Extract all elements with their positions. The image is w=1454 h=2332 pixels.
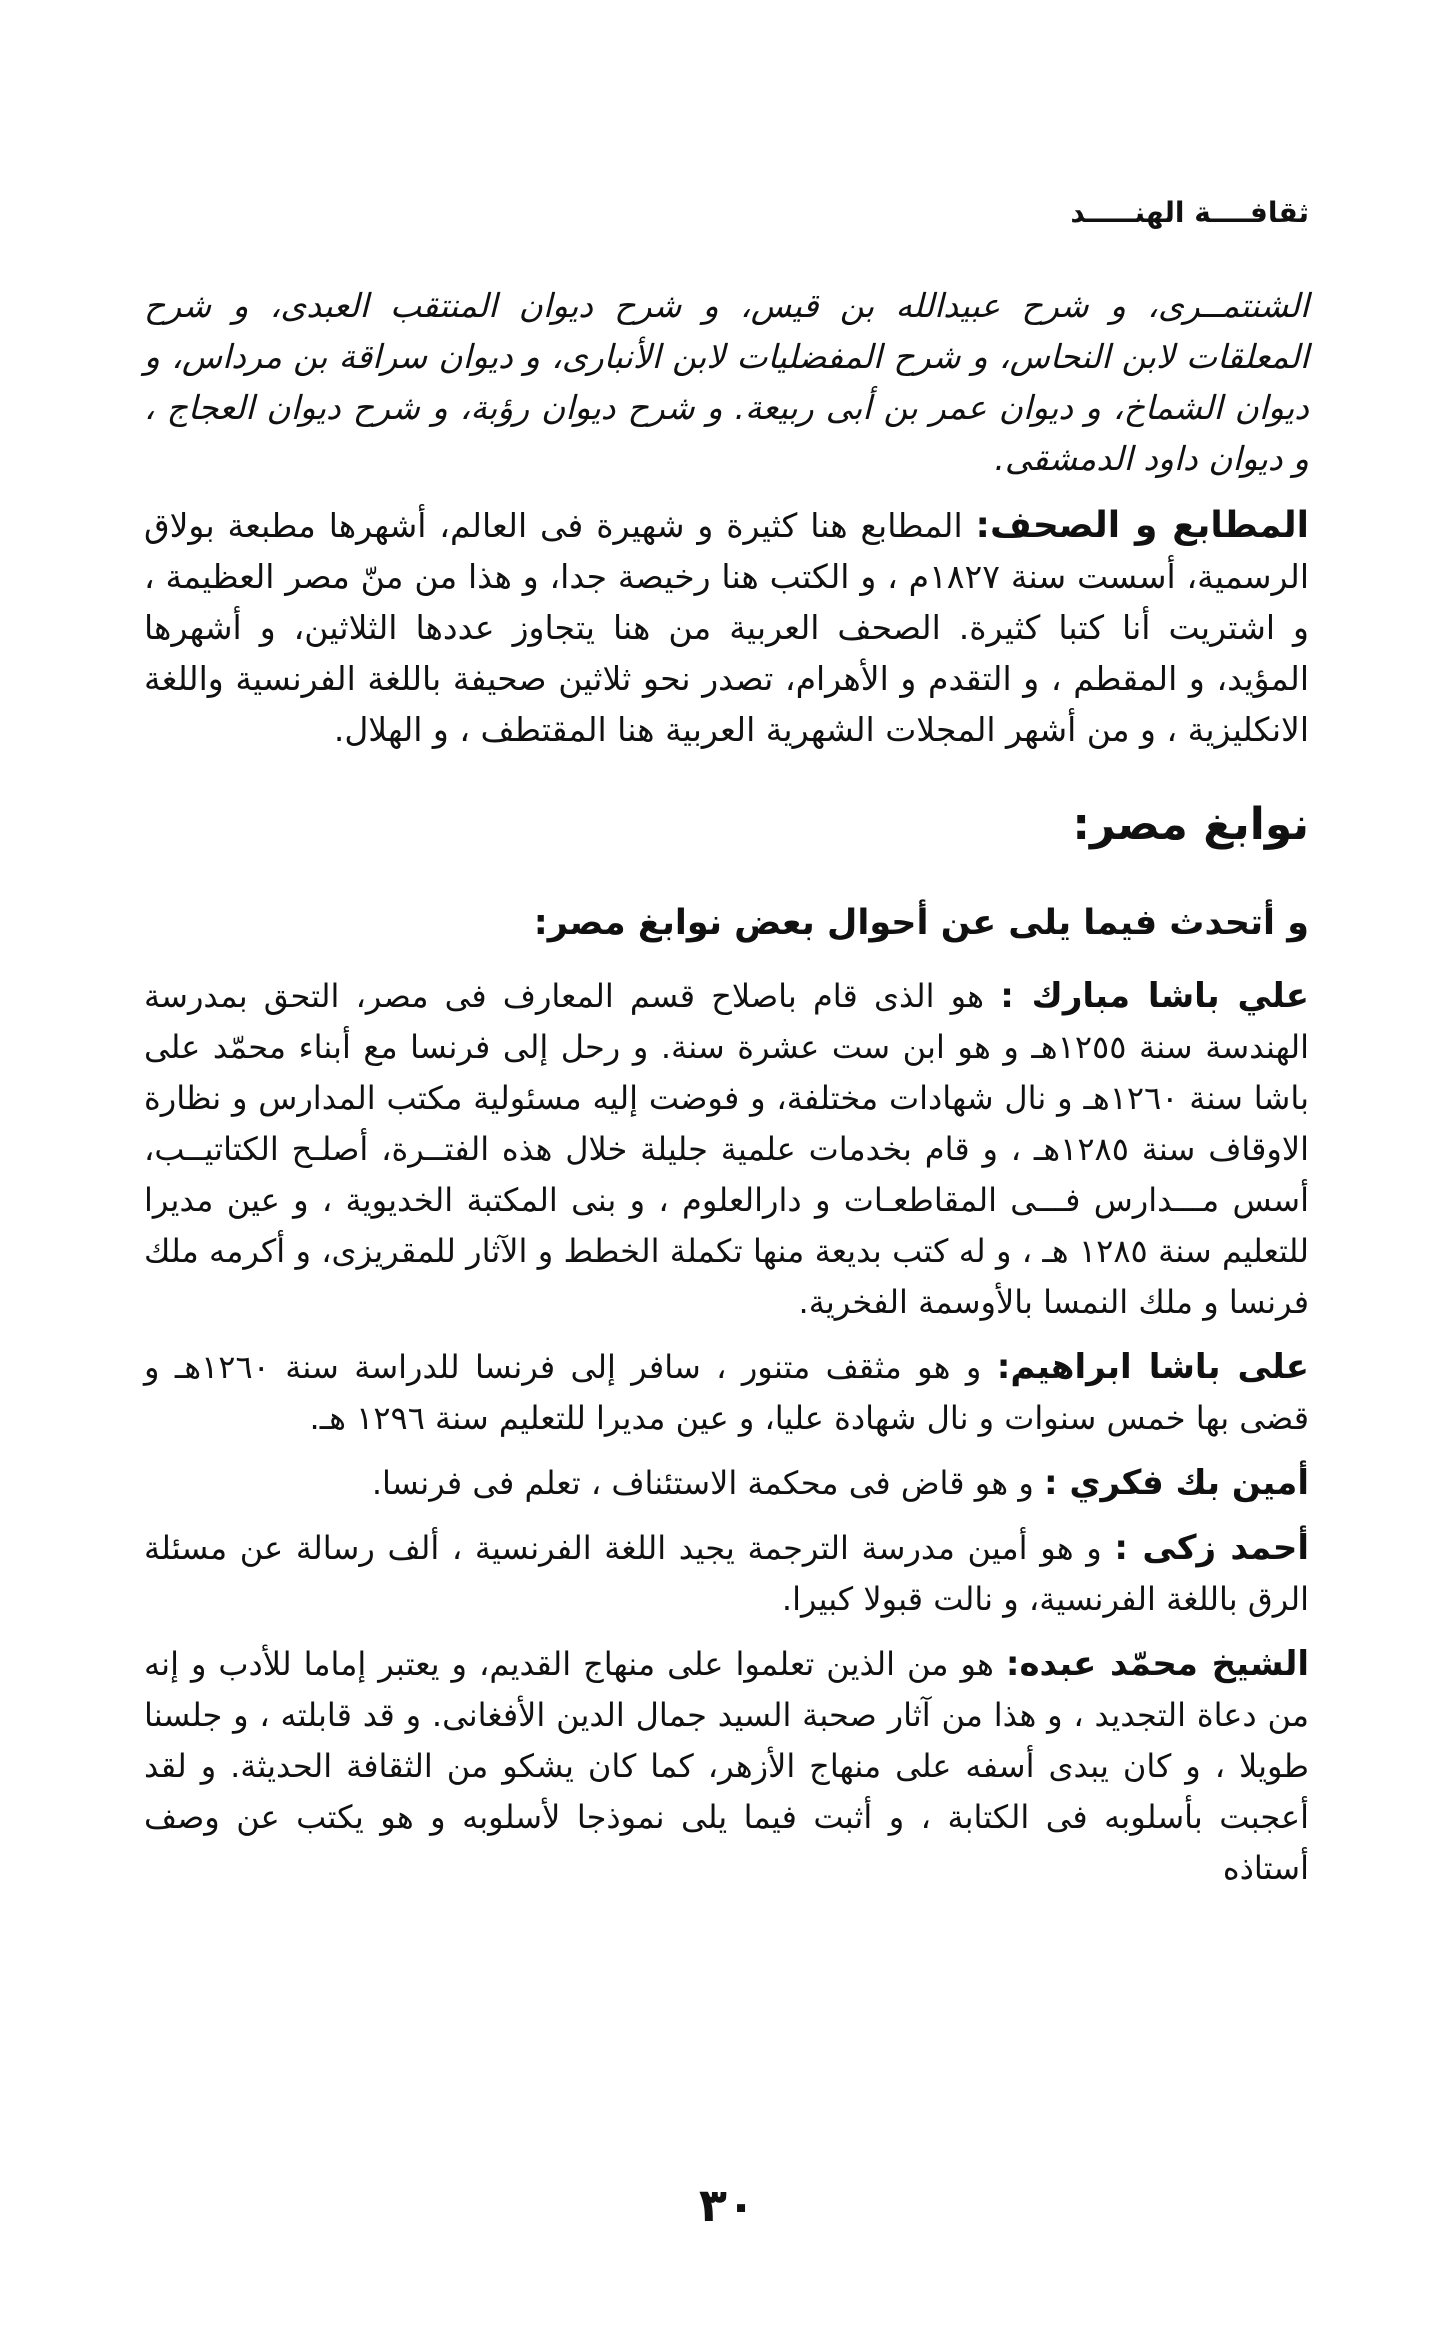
bio-text: و هو أمين مدرسة الترجمة يجيد اللغة الفرنسية ، ألف رسالة عن مسئلة الرق باللغة الفرنسية، و نالت قبولا كبيرا. xyxy=(144,1529,1309,1618)
bio-entry xyxy=(144,1523,1309,1625)
bio-name: على باشا ابراهيم: xyxy=(996,1347,1310,1387)
bio-entry xyxy=(144,1639,1309,1894)
bio-entry xyxy=(144,1342,1309,1444)
paragraph-heading: المطابع و الصحف: xyxy=(975,505,1309,546)
bio-name: علي باشا مبارك : xyxy=(1000,976,1310,1016)
paragraph-diwans: الشنتمــرى، و شرح عبيدالله بن قيس، و شرح ديوان المنتقب العبدى، و شرح المعلقات لابن النحاس، و شرح المفضليات لابن الأنبارى، و ديوان سراقة بن مرداس، و ديوان الشماخ، و ديوان عمر بن أبى ربيعة. و شرح ديوان رؤبة، و شرح ديوان العجاج ، و ديوان داود الدمشقى. xyxy=(144,286,1309,478)
bio-entry xyxy=(144,971,1309,1328)
page-number: ٣٠ xyxy=(698,2178,756,2232)
section-title: نوابغ مصر: xyxy=(1072,799,1309,850)
bio-text: هو الذى قام باصلاح قسم المعارف فى مصر، التحق بمدرسة الهندسة سنة ١٢٥٥هـ و هو ابن ست عشرة سنة. و رحل إلى فرنسا مع أبناء محمّد على باشا سنة ١٢٦٠هـ و نال شهادات مختلفة، و فوضت إليه مسئولية مكتب المدارس و نظارة الاوقاف سنة ١٢٨٥هـ ، و قام بخدمات علمية جليلة خلال هذه الفتــرة، أصلـح الكتاتيــب، أسس مـــدارس فـــى المقاطعـات و دارالعلوم ، و بنى المكتبة الخديوية ، و عين مديرا للتعليم سنة ١٢٨٥ هـ ، و له كتب بديعة منها تكملة الخطط و الآثار للمقريزى، و أكرمه ملك فرنسا و ملك النمسا بالأوسمة الفخرية. xyxy=(144,977,1310,1321)
section-intro: و أتحدث فيما يلى عن أحوال بعض نوابغ مصر: xyxy=(533,903,1309,943)
bio-entry xyxy=(144,1458,1309,1509)
page-body xyxy=(144,280,1309,1908)
bio-name: الشيخ محمّد عبده: xyxy=(1005,1644,1310,1684)
bio-text: و هو مثقف متنور ، سافر إلى فرنسا للدراسة سنة ١٢٦٠هـ و قضى بها خمس سنوات و نال شهادة عليا، و عين مديرا للتعليم سنة ١٢٩٦ هـ. xyxy=(144,1348,1309,1437)
bio-name: أمين بك فكري : xyxy=(1043,1463,1309,1503)
paragraph-presses xyxy=(144,500,1309,755)
bio-text: هو من الذين تعلموا على منهاج القديم، و يعتبر إماما للأدب و إنه من دعاة التجديد ، و هذا من آثار صحبة السيد جمال الدين الأفغانى. و قد قابلته ، و جلسنا طويلا ، و كان يبدى أسفه على منهاج الأزهر، كما كان يشكو من الثقافة الحديثة. و لقد أعجبت بأسلوبه فى الكتابة ، و أثبت فيما يلى نموذجا لأسلوبه و هو يكتب عن وصف أستاذه xyxy=(144,1645,1309,1887)
bio-name: أحمد زكى : xyxy=(1114,1528,1310,1568)
running-header: ثقافــــة الهنـــــد xyxy=(1070,196,1309,229)
paragraph-text: المطابع هنا كثيرة و شهيرة فى العالم، أشهرها مطبعة بولاق الرسمية، أسست سنة ١٨٢٧م ، و الكتب هنا رخيصة جدا، و هذا من منّ مصر العظيمة ، و اشتريت أنا كتبا كثيرة. الصحف العربية من هنا يتجاوز عددها الثلاثين، و أشهرها المؤيد، و المقطم ، و التقدم و الأهرام، تصدر نحو ثلاثين صحيفة باللغة الفرنسية واللغة الانكليزية ، و من أشهر المجلات الشهرية العربية هنا المقتطف ، و الهلال. xyxy=(144,506,1309,749)
bio-text: و هو قاض فى محكمة الاستئناف ، تعلم فى فرنسا. xyxy=(371,1464,1044,1502)
